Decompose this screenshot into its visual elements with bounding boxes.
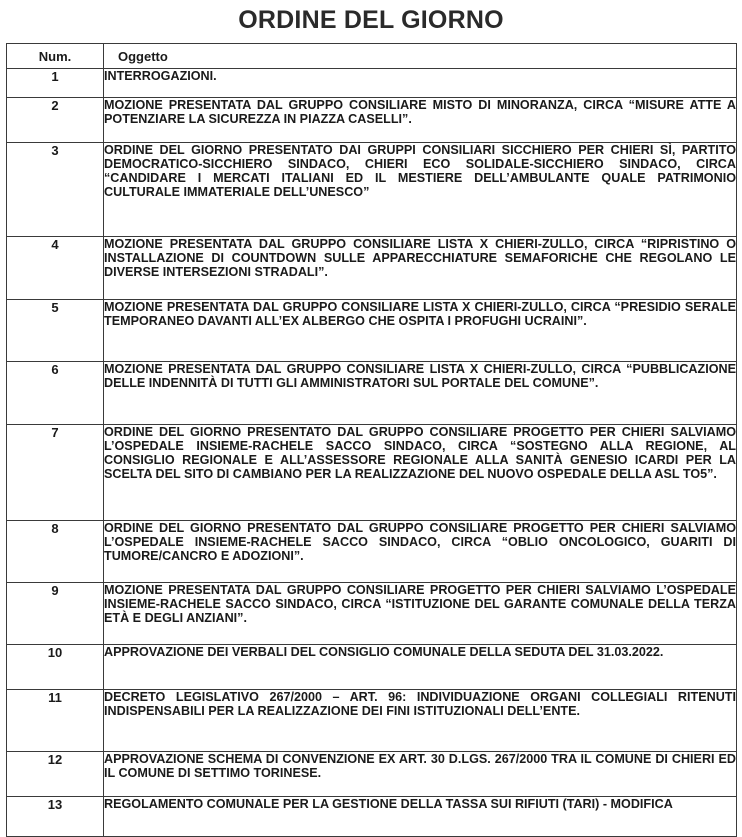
item-number: 12 bbox=[7, 752, 104, 797]
item-subject: INTERROGAZIONI. bbox=[104, 69, 737, 98]
item-number: 8 bbox=[7, 521, 104, 583]
item-subject: MOZIONE PRESENTATA DAL GRUPPO CONSILIARE LISTA X CHIERI-ZULLO, CIRCA “PRESIDIO SERALE TEMPORANEO DAVANTI ALL’EX ALBERGO CHE OSPITA I PROFUGHI UCRAINI”. bbox=[104, 300, 737, 362]
item-subject: REGOLAMENTO COMUNALE PER LA GESTIONE DELLA TASSA SUI RIFIUTI (TARI) - MODIFICA bbox=[104, 797, 737, 837]
item-subject: MOZIONE PRESENTATA DAL GRUPPO CONSILIARE LISTA X CHIERI-ZULLO, CIRCA “PUBBLICAZIONE DELLE INDENNITÀ DI TUTTI GLI AMMINISTRATORI SUL PORTALE DEL COMUNE”. bbox=[104, 362, 737, 425]
table-row bbox=[7, 143, 737, 237]
item-subject: ORDINE DEL GIORNO PRESENTATO DAI GRUPPI CONSILIARI SICCHIERO PER CHIERI SÌ, PARTITO DEMOCRATICO-SICCHIERO SINDACO, CHIERI ECO SOLIDALE-SICCHIERO SINDACO, CIRCA “CANDIDARE I MERCATI ITALIANI ED IL MESTIERE DELL’AMBULANTE QUALE PATRIMONIO CULTURALE IMMATERIALE DELL’UNESCO” bbox=[104, 143, 737, 237]
table-row bbox=[7, 797, 737, 837]
item-number: 1 bbox=[7, 69, 104, 98]
item-subject: APPROVAZIONE DEI VERBALI DEL CONSIGLIO COMUNALE DELLA SEDUTA DEL 31.03.2022. bbox=[104, 645, 737, 690]
item-number: 5 bbox=[7, 300, 104, 362]
page-title: ORDINE DEL GIORNO bbox=[238, 6, 504, 34]
item-subject: ORDINE DEL GIORNO PRESENTATO DAL GRUPPO CONSILIARE PROGETTO PER CHIERI SALVIAMO L’OSPEDALE INSIEME-RACHELE SACCO SINDACO, CIRCA “OBLIO ONCOLOGICO, GUARITI DI TUMORE/CANCRO E ADOZIONI”. bbox=[104, 521, 737, 583]
table-row bbox=[7, 690, 737, 752]
table-row bbox=[7, 425, 737, 521]
table-row bbox=[7, 752, 737, 797]
item-subject: ORDINE DEL GIORNO PRESENTATO DAL GRUPPO CONSILIARE PROGETTO PER CHIERI SALVIAMO L’OSPEDALE INSIEME-RACHELE SACCO SINDACO, CIRCA “SOSTEGNO ALLA REGIONE, AL CONSIGLIO REGIONALE E ALL’ASSESSORE REGIONALE ALLA SANITÀ GENESIO ICARDI PER LA SCELTA DEL SITO DI CAMBIANO PER LA REALIZZAZIONE DEL NUOVO OSPEDALE DELLA ASL TO5”. bbox=[104, 425, 737, 521]
item-subject: DECRETO LEGISLATIVO 267/2000 – ART. 96: INDIVIDUAZIONE ORGANI COLLEGIALI RITENUTI INDISPENSABILI PER LA REALIZZAZIONE DEI FINI ISTITUZIONALI DELL’ENTE. bbox=[104, 690, 737, 752]
table-row bbox=[7, 98, 737, 143]
agenda-table bbox=[6, 43, 737, 837]
table-row bbox=[7, 237, 737, 300]
table-row bbox=[7, 300, 737, 362]
column-header-subject: Oggetto bbox=[104, 44, 737, 69]
item-subject: APPROVAZIONE SCHEMA DI CONVENZIONE EX ART. 30 D.LGS. 267/2000 TRA IL COMUNE DI CHIERI ED IL COMUNE DI SETTIMO TORINESE. bbox=[104, 752, 737, 797]
table-row bbox=[7, 645, 737, 690]
item-number: 11 bbox=[7, 690, 104, 752]
table-row bbox=[7, 583, 737, 645]
item-number: 4 bbox=[7, 237, 104, 300]
table-row bbox=[7, 69, 737, 98]
table-header-row bbox=[7, 44, 737, 69]
item-subject: MOZIONE PRESENTATA DAL GRUPPO CONSILIARE MISTO DI MINORANZA, CIRCA “MISURE ATTE A POTENZIARE LA SICUREZZA IN PIAZZA CASELLI”. bbox=[104, 98, 737, 143]
table-row bbox=[7, 521, 737, 583]
item-number: 10 bbox=[7, 645, 104, 690]
table-row bbox=[7, 362, 737, 425]
item-number: 9 bbox=[7, 583, 104, 645]
column-header-num: Num. bbox=[7, 44, 104, 69]
item-subject: MOZIONE PRESENTATA DAL GRUPPO CONSILIARE LISTA X CHIERI-ZULLO, CIRCA “RIPRISTINO O INSTALLAZIONE DI COUNTDOWN SULLE APPARECCHIATURE SEMAFORICHE CHE REGOLANO LE DIVERSE INTERSEZIONI STRADALI”. bbox=[104, 237, 737, 300]
item-number: 7 bbox=[7, 425, 104, 521]
item-number: 3 bbox=[7, 143, 104, 237]
item-number: 2 bbox=[7, 98, 104, 143]
item-number: 6 bbox=[7, 362, 104, 425]
item-number: 13 bbox=[7, 797, 104, 837]
item-subject: MOZIONE PRESENTATA DAL GRUPPO CONSILIARE PROGETTO PER CHIERI SALVIAMO L’OSPEDALE INSIEME-RACHELE SACCO SINDACO, CIRCA “ISTITUZIONE DEL GARANTE COMUNALE DELLA TERZA ETÀ E DEGLI ANZIANI”. bbox=[104, 583, 737, 645]
